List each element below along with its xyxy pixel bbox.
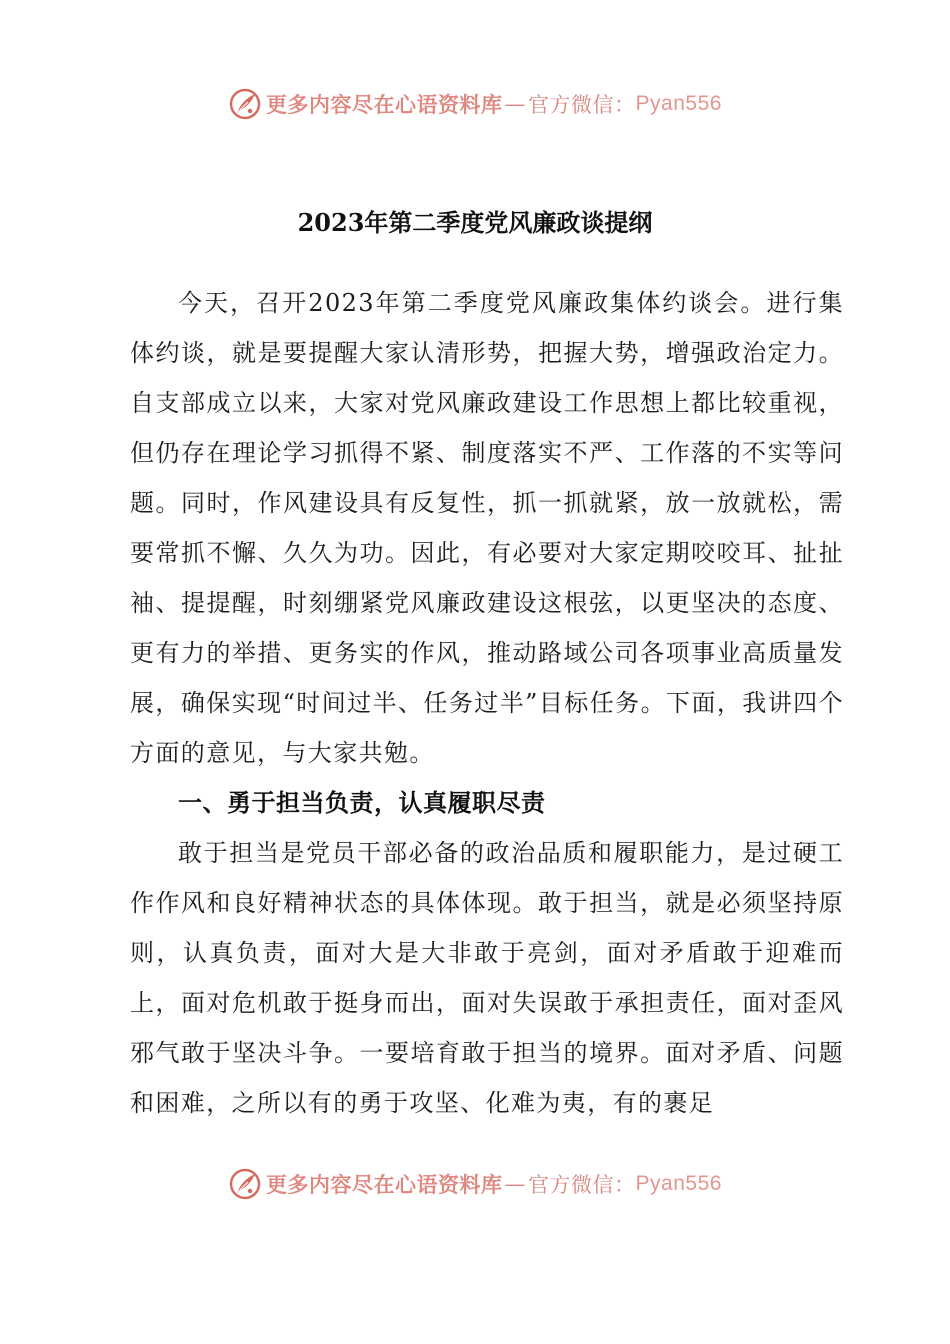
header-banner — [0, 84, 950, 124]
intro-paragraph: 今天，召开2023年第二季度党风廉政集体约谈会。进行集体约谈，就是要提醒大家认清形势，把握大势，增强政治定力。自支部成立以来，大家对党风廉政建设工作思想上都比较重视，但仍存在理论学习抓得不紧、制度落实不严、工作落的不实等问题。同时，作风建设具有反复性，抓一抓就紧，放一放就松，需要常抓不懈、久久为功。因此，有必要对大家定期咬咬耳、扯扯袖、提提醒，时刻绷紧党风廉政建设这根弦，以更坚决的态度、更有力的举措、更务实的作风，推动路域公司各项事业高质量发展，确保实现“时间过半、任务过半”目标任务。下面，我讲四个方面的意见，与大家共勉。 — [130, 289, 844, 767]
banner-separator: — — [504, 92, 527, 116]
banner-wechat-id: Pyan556 — [635, 1172, 722, 1195]
document-body — [130, 278, 844, 1128]
section-heading-1: 一、勇于担当负责，认真履职尽责 — [178, 788, 546, 817]
banner-separator: — — [504, 1172, 527, 1196]
banner-wechat-id: Pyan556 — [635, 92, 722, 115]
feather-pen-logo-icon — [228, 87, 262, 121]
banner-wechat-label: 官方微信： — [528, 1173, 636, 1197]
banner-wechat-label: 官方微信： — [528, 93, 636, 117]
section-1-paragraph: 敢于担当是党员干部必备的政治品质和履职能力，是过硬工作作风和良好精神状态的具体体现。敢于担当，就是必须坚持原则，认真负责，面对大是大非敢于亮剑，面对矛盾敢于迎难而上，面对危机敢于挺身而出，面对失误敢于承担责任，面对歪风邪气敢于坚决斗争。一要培育敢于担当的境界。面对矛盾、问题和困难，之所以有的勇于攻坚、化难为夷，有的裹足 — [130, 839, 844, 1117]
document-title: 2023年第二季度党风廉政谈提纲 — [297, 208, 653, 237]
banner-brand-text: 更多内容尽在心语资料库 — [266, 1172, 503, 1197]
banner-brand-text: 更多内容尽在心语资料库 — [266, 92, 503, 117]
footer-banner — [0, 1164, 950, 1204]
feather-pen-logo-icon — [228, 1167, 262, 1201]
